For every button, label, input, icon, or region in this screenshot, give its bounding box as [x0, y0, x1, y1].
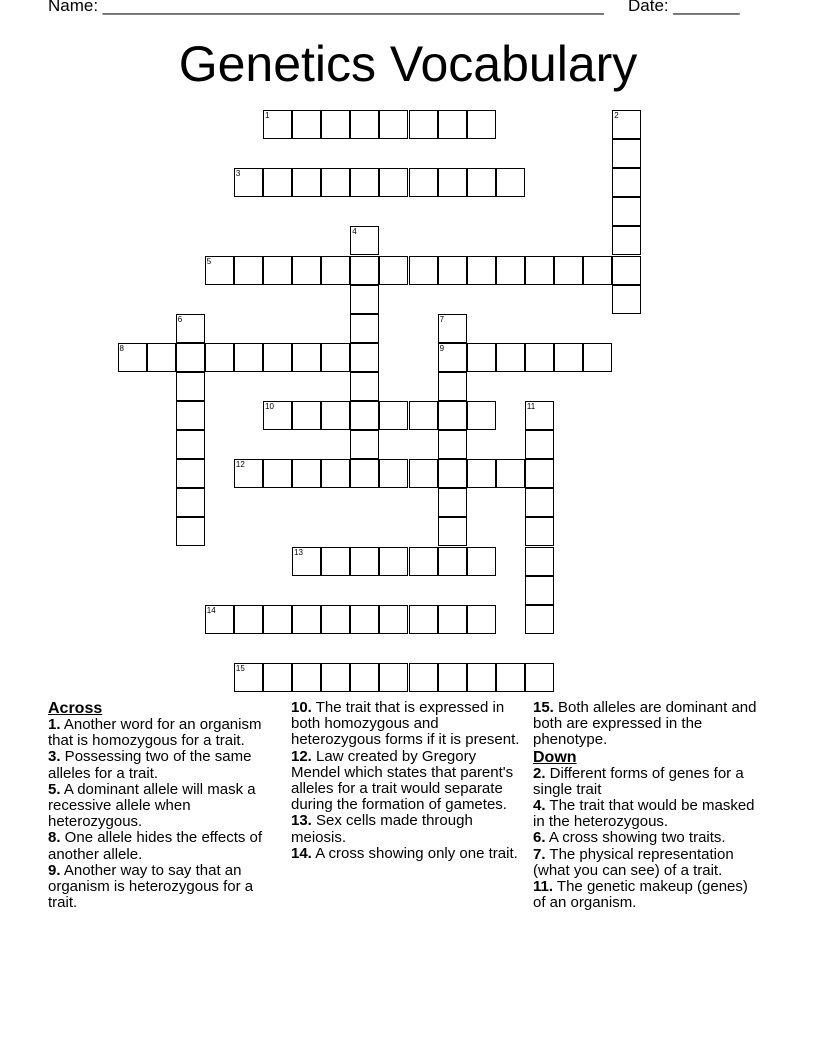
grid-cell[interactable] [409, 256, 438, 285]
grid-cell[interactable] [525, 663, 554, 692]
grid-cell[interactable] [438, 430, 467, 459]
clue-item [48, 863, 278, 912]
clue-item-text: Law created by Gregory Mendel which states that parent's alleles for a trait would separate during the formation of gametes. [291, 747, 514, 814]
grid-cell[interactable] [379, 663, 408, 692]
clue-item [533, 830, 763, 846]
grid-cell[interactable] [292, 256, 321, 285]
down-heading: Down [533, 748, 577, 766]
grid-cell[interactable] [350, 343, 379, 372]
clue-item-number: 5. [48, 780, 61, 798]
grid-cell[interactable] [263, 663, 292, 692]
grid-cell[interactable] [350, 372, 379, 401]
clue-item-number: 6. [533, 829, 546, 847]
grid-cell[interactable] [321, 110, 350, 139]
grid-cell[interactable] [321, 343, 350, 372]
grid-cell[interactable] [379, 256, 408, 285]
grid-cell[interactable] [612, 110, 641, 139]
grid-cell[interactable] [176, 459, 205, 488]
across-heading: Across [48, 700, 103, 717]
clue-item [533, 879, 763, 911]
clue-item-text: Both alleles are dominant and both are expressed in the phenotype. [533, 699, 757, 749]
clue-item-number: 3. [48, 748, 61, 766]
name-field-label: Name: _____________________________________________________ [48, 0, 604, 15]
clue-number: 10 [265, 402, 274, 411]
clue-item [533, 847, 763, 879]
clue-item [48, 782, 278, 831]
clue-item-number: 7. [533, 845, 546, 863]
grid-cell[interactable] [321, 459, 350, 488]
clue-item-number: 15. [533, 699, 554, 716]
clue-item [291, 813, 526, 845]
clue-item-text: Possessing two of the same alleles for a trait. [48, 748, 252, 782]
grid-cell[interactable] [409, 663, 438, 692]
grid-cell[interactable] [350, 430, 379, 459]
grid-cell[interactable] [350, 605, 379, 634]
grid-cell[interactable] [263, 168, 292, 197]
grid-cell[interactable] [379, 459, 408, 488]
clue-number: 11 [526, 402, 536, 411]
grid-cell[interactable] [438, 343, 467, 372]
grid-cell[interactable] [176, 372, 205, 401]
grid-cell[interactable] [350, 256, 379, 285]
grid-cell[interactable] [321, 663, 350, 692]
grid-cell[interactable] [467, 256, 496, 285]
grid-cell[interactable] [467, 401, 496, 430]
clue-number: 6 [177, 314, 183, 324]
grid-cell[interactable] [554, 256, 583, 285]
clue-item [291, 749, 526, 814]
grid-cell[interactable] [496, 459, 525, 488]
clue-item-text: A cross showing only one trait. [311, 844, 518, 862]
grid-cell[interactable] [525, 547, 554, 576]
grid-cell[interactable] [467, 459, 496, 488]
grid-cell[interactable] [292, 401, 321, 430]
grid-cell[interactable] [205, 256, 234, 285]
grid-cell[interactable] [438, 168, 467, 197]
clue-number: 4 [352, 227, 357, 237]
grid-cell[interactable] [350, 663, 379, 692]
grid-cell[interactable] [234, 256, 263, 285]
clue-item-text: Different forms of genes for a single trait [533, 764, 744, 798]
clues-column-3 [533, 700, 763, 911]
grid-cell[interactable] [263, 401, 292, 430]
clue-number: 2 [614, 111, 619, 120]
grid-cell[interactable] [379, 168, 408, 197]
grid-cell[interactable] [379, 110, 408, 139]
grid-cell[interactable] [612, 139, 641, 168]
grid-cell[interactable] [438, 459, 467, 488]
grid-cell[interactable] [612, 197, 641, 226]
grid-cell[interactable] [263, 343, 292, 372]
grid-cell[interactable] [438, 372, 467, 401]
clue-item [48, 749, 278, 781]
clue-item-number: 1. [48, 716, 61, 733]
grid-cell[interactable] [350, 110, 379, 139]
grid-cell[interactable] [438, 110, 467, 139]
grid-cell[interactable] [350, 459, 379, 488]
grid-cell[interactable] [321, 168, 350, 197]
grid-cell[interactable] [350, 547, 379, 576]
grid-cell[interactable] [147, 343, 176, 372]
grid-cell[interactable] [176, 343, 205, 372]
grid-cell[interactable] [525, 517, 554, 546]
clue-item-text: One allele hides the effects of another allele. [48, 829, 263, 863]
clues-column-2 [291, 700, 526, 862]
clue-number: 15 [235, 663, 245, 673]
grid-cell[interactable] [612, 285, 641, 314]
grid-cell[interactable] [292, 605, 321, 634]
clue-number: 8 [119, 343, 124, 353]
grid-cell[interactable] [525, 401, 554, 430]
grid-cell[interactable] [292, 459, 321, 488]
clue-item [291, 700, 526, 749]
grid-cell[interactable] [467, 547, 496, 576]
grid-cell[interactable] [350, 401, 379, 430]
grid-cell[interactable] [496, 256, 525, 285]
clue-item-text: The genetic makeup (genes) of an organism. [533, 878, 748, 912]
clue-item-number: 12. [291, 747, 312, 765]
clue-number: 12 [235, 460, 245, 470]
grid-cell[interactable] [409, 605, 438, 634]
grid-cell[interactable] [379, 547, 408, 576]
clue-item-number: 8. [48, 829, 61, 847]
grid-cell[interactable] [292, 168, 321, 197]
grid-cell[interactable] [321, 401, 350, 430]
clue-item-number: 4. [533, 797, 546, 815]
grid-cell[interactable] [409, 110, 438, 139]
clue-item-number: 9. [48, 861, 61, 879]
grid-cell[interactable] [467, 663, 496, 692]
grid-cell[interactable] [176, 517, 205, 546]
grid-cell[interactable] [409, 401, 438, 430]
grid-cell[interactable] [438, 517, 467, 546]
grid-cell[interactable] [292, 547, 321, 576]
clue-item-number: 11. [533, 878, 554, 896]
clue-item [533, 700, 763, 749]
clue-item-text: Another way to say that an organism is heterozygous for a trait. [48, 861, 254, 912]
grid-cell[interactable] [496, 343, 525, 372]
clue-number: 9 [439, 343, 445, 353]
grid-cell[interactable] [525, 256, 554, 285]
grid-cell[interactable] [379, 401, 408, 430]
grid-cell[interactable] [263, 605, 292, 634]
clue-number: 5 [206, 256, 212, 266]
grid-cell[interactable] [525, 343, 554, 372]
grid-cell[interactable] [467, 605, 496, 634]
clue-item [48, 830, 278, 862]
grid-cell[interactable] [438, 401, 467, 430]
grid-cell[interactable] [467, 110, 496, 139]
clue-number: 14 [206, 605, 216, 615]
grid-cell[interactable] [409, 168, 438, 197]
grid-cell[interactable] [409, 459, 438, 488]
grid-cell[interactable] [438, 488, 467, 517]
grid-cell[interactable] [234, 605, 263, 634]
grid-cell[interactable] [525, 605, 554, 634]
clues-column-1 [48, 700, 278, 911]
grid-cell[interactable] [292, 110, 321, 139]
grid-cell[interactable] [350, 285, 379, 314]
grid-cell[interactable] [292, 663, 321, 692]
grid-cell[interactable] [205, 605, 234, 634]
grid-cell[interactable] [118, 343, 147, 372]
clue-item-text: Another word for an organism that is homozygous for a trait. [48, 716, 262, 750]
grid-cell[interactable] [234, 168, 263, 197]
grid-cell[interactable] [583, 343, 612, 372]
grid-cell[interactable] [176, 314, 205, 343]
grid-cell[interactable] [583, 256, 612, 285]
grid-cell[interactable] [438, 314, 467, 343]
page-title: Genetics Vocabulary [178, 36, 638, 92]
grid-cell[interactable] [554, 343, 583, 372]
grid-cell[interactable] [496, 168, 525, 197]
clue-item [291, 846, 526, 862]
grid-cell[interactable] [176, 401, 205, 430]
grid-cell[interactable] [321, 256, 350, 285]
clue-number: 13 [294, 547, 303, 557]
clue-item-number: 13. [291, 812, 312, 830]
grid-cell[interactable] [350, 314, 379, 343]
grid-cell[interactable] [525, 488, 554, 517]
grid-cell[interactable] [438, 663, 467, 692]
grid-cell[interactable] [234, 459, 263, 488]
clue-number: 3 [235, 169, 241, 179]
grid-cell[interactable] [321, 605, 350, 634]
clue-item [533, 766, 763, 798]
clue-item-text: A dominant allele will mask a recessive allele when heterozygous. [48, 780, 256, 831]
grid-cell[interactable] [234, 343, 263, 372]
clue-number: 1 [265, 111, 270, 120]
grid-cell[interactable] [176, 430, 205, 459]
grid-cell[interactable] [438, 547, 467, 576]
clue-item-text: The physical representation (what you can see) of a trait. [533, 845, 734, 879]
grid-cell[interactable] [409, 547, 438, 576]
grid-cell[interactable] [263, 110, 292, 139]
grid-cell[interactable] [350, 168, 379, 197]
grid-cell[interactable] [205, 343, 234, 372]
grid-cell[interactable] [525, 459, 554, 488]
grid-cell[interactable] [467, 168, 496, 197]
grid-cell[interactable] [350, 226, 379, 255]
grid-cell[interactable] [612, 168, 641, 197]
grid-cell[interactable] [438, 605, 467, 634]
grid-cell[interactable] [292, 343, 321, 372]
clue-item-text: Sex cells made through meiosis. [291, 812, 473, 846]
clue-item [533, 798, 763, 830]
clue-item-text: The trait that would be masked in the heterozygous. [533, 797, 755, 831]
clue-item-number: 14. [291, 844, 312, 862]
grid-cell[interactable] [525, 430, 554, 459]
grid-cell[interactable] [176, 488, 205, 517]
clue-item-number: 2. [533, 764, 546, 782]
clue-item-text: A cross showing two traits. [545, 829, 726, 847]
grid-cell[interactable] [467, 343, 496, 372]
clue-item-number: 10. [291, 699, 312, 716]
grid-cell[interactable] [612, 226, 641, 255]
grid-cell[interactable] [234, 663, 263, 692]
grid-cell[interactable] [263, 256, 292, 285]
grid-cell[interactable] [379, 605, 408, 634]
grid-cell[interactable] [496, 663, 525, 692]
grid-cell[interactable] [438, 256, 467, 285]
grid-cell[interactable] [263, 459, 292, 488]
clue-number: 7 [439, 314, 445, 324]
date-field-label: Date: _______ [628, 0, 740, 15]
grid-cell[interactable] [612, 256, 641, 285]
clue-item-text: The trait that is expressed in both homozygous and heterozygous forms if it is present. [291, 699, 520, 749]
grid-cell[interactable] [321, 547, 350, 576]
grid-cell[interactable] [525, 576, 554, 605]
clue-item [48, 717, 278, 749]
